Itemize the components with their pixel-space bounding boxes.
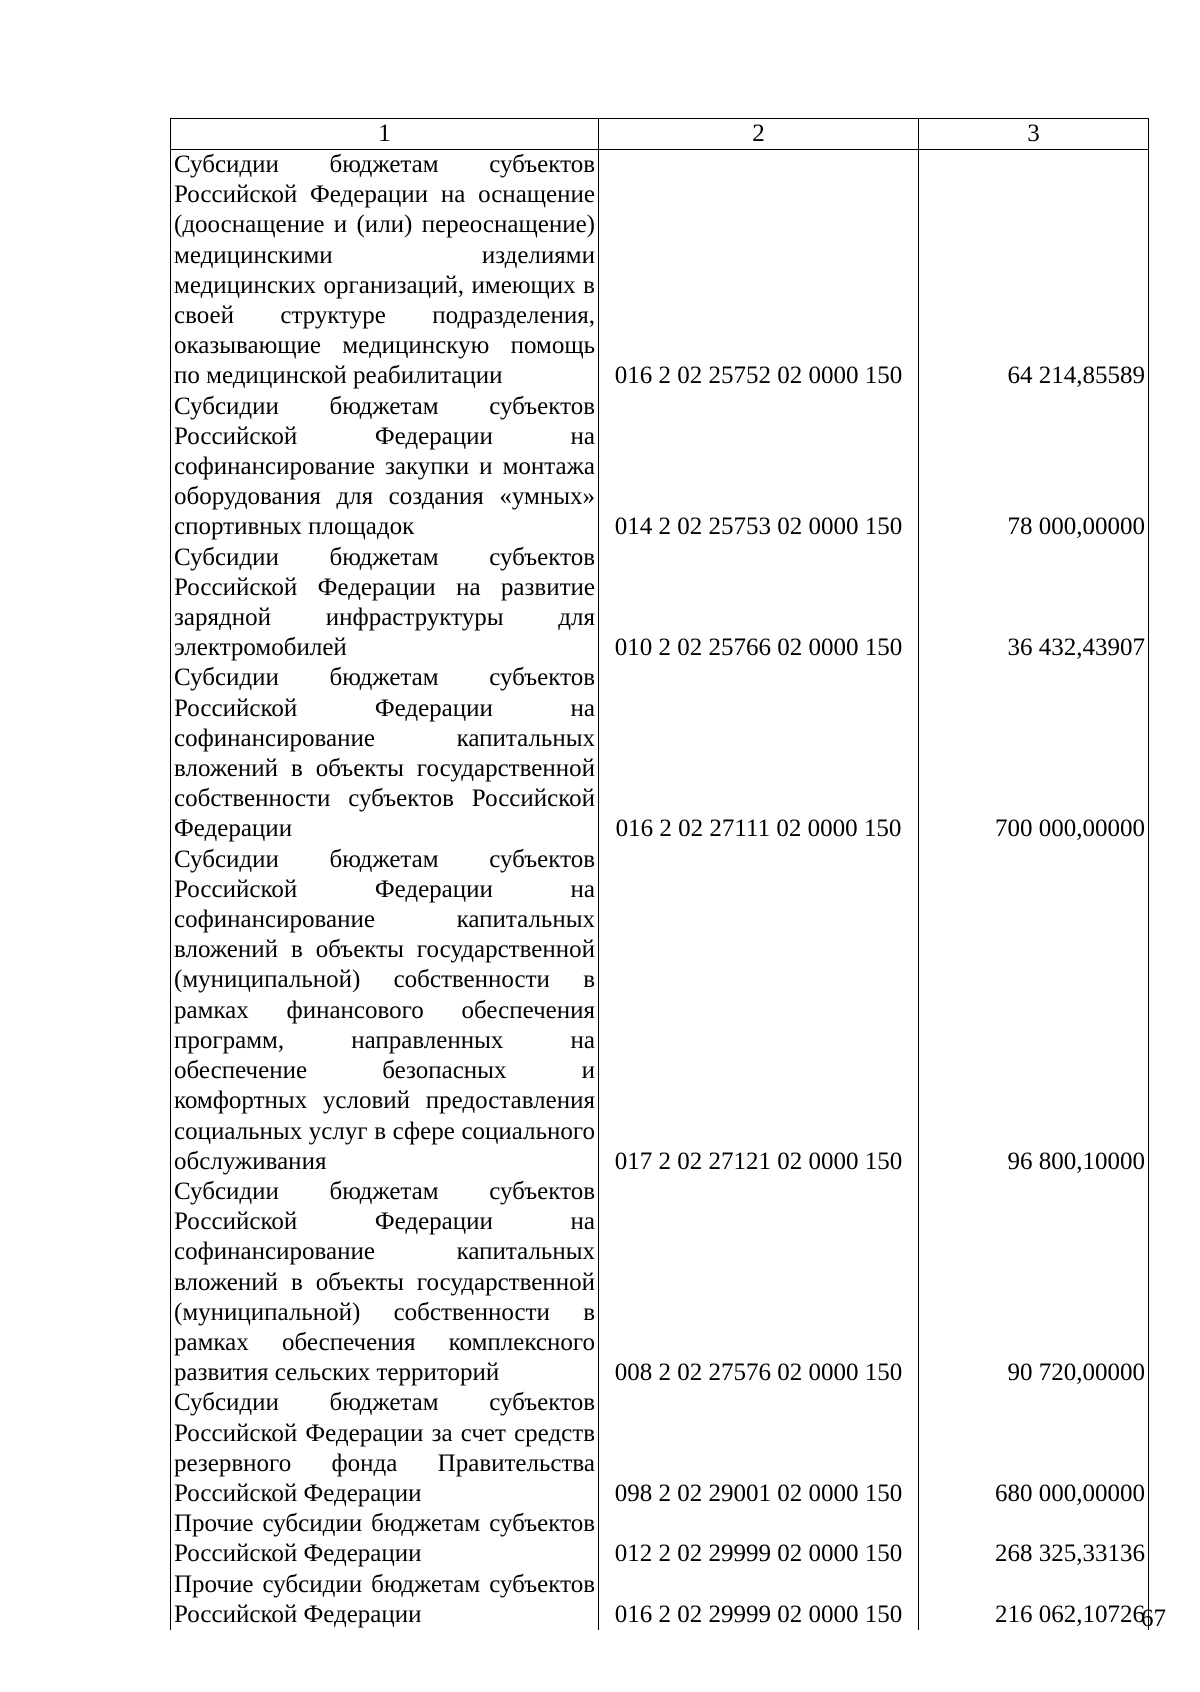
row-amount: 268 325,33136 (919, 1509, 1149, 1569)
row-budget-code: 012 2 02 29999 02 0000 150 (599, 1509, 919, 1569)
table-row (171, 150, 1149, 392)
row-budget-code: 014 2 02 25753 02 0000 150 (599, 392, 919, 543)
table-row (171, 1570, 1149, 1630)
row-amount: 64 214,85589 (919, 150, 1149, 392)
row-amount: 680 000,00000 (919, 1388, 1149, 1509)
row-description: Субсидии бюджетам субъектов Российской Федерации за счет средств резервного фонда Правительства Российской Федерации (171, 1388, 599, 1509)
row-description: Субсидии бюджетам субъектов Российской Федерации на софинансирование капитальных вложений в объекты государственной собственности субъектов Российской Федерации (171, 663, 599, 844)
column-header-3: 3 (919, 119, 1149, 150)
table-header-row (171, 119, 1149, 150)
table-row (171, 1388, 1149, 1509)
row-amount: 96 800,10000 (919, 845, 1149, 1177)
row-budget-code: 010 2 02 25766 02 0000 150 (599, 543, 919, 664)
row-amount: 90 720,00000 (919, 1177, 1149, 1388)
table-row (171, 663, 1149, 844)
budget-table (170, 118, 1149, 1630)
table-row (171, 543, 1149, 664)
row-description: Субсидии бюджетам субъектов Российской Федерации на софинансирование капитальных вложений в объекты государственной (муниципальной) собственности в рамках обеспечения комплексного развития сельских территорий (171, 1177, 599, 1388)
row-budget-code: 016 2 02 29999 02 0000 150 (599, 1570, 919, 1630)
table-row (171, 845, 1149, 1177)
row-amount: 78 000,00000 (919, 392, 1149, 543)
table-row (171, 1509, 1149, 1569)
row-description: Прочие субсидии бюджетам субъектов Российской Федерации (171, 1570, 599, 1630)
row-budget-code: 017 2 02 27121 02 0000 150 (599, 845, 919, 1177)
row-amount: 36 432,43907 (919, 543, 1149, 664)
table-row (171, 1177, 1149, 1388)
column-header-2: 2 (599, 119, 919, 150)
row-budget-code: 016 2 02 25752 02 0000 150 (599, 150, 919, 392)
row-description: Субсидии бюджетам субъектов Российской Федерации на софинансирование капитальных вложений в объекты государственной (муниципальной) собственности в рамках финансового обеспечения программ, направленных на обеспечение безопасных и комфортных условий предоставления социальных услуг в сфере социального обслуживания (171, 845, 599, 1177)
row-amount: 216 062,10726 (919, 1570, 1149, 1630)
row-budget-code: 016 2 02 27111 02 0000 150 (599, 663, 919, 844)
row-description: Субсидии бюджетам субъектов Российской Федерации на оснащение (дооснащение и (или) переоснащение) медицинскими изделиями медицинских организаций, имеющих в своей структуре подразделения, оказывающие медицинскую помощь по медицинской реабилитации (171, 150, 599, 392)
row-amount: 700 000,00000 (919, 663, 1149, 844)
row-description: Субсидии бюджетам субъектов Российской Федерации на софинансирование закупки и монтажа оборудования для создания «умных» спортивных площадок (171, 392, 599, 543)
row-budget-code: 098 2 02 29001 02 0000 150 (599, 1388, 919, 1509)
row-budget-code: 008 2 02 27576 02 0000 150 (599, 1177, 919, 1388)
row-description: Прочие субсидии бюджетам субъектов Российской Федерации (171, 1509, 599, 1569)
row-description: Субсидии бюджетам субъектов Российской Федерации на развитие зарядной инфраструктуры для электромобилей (171, 543, 599, 664)
table-row (171, 392, 1149, 543)
column-header-1: 1 (171, 119, 599, 150)
page-number: 67 (1141, 1605, 1166, 1632)
